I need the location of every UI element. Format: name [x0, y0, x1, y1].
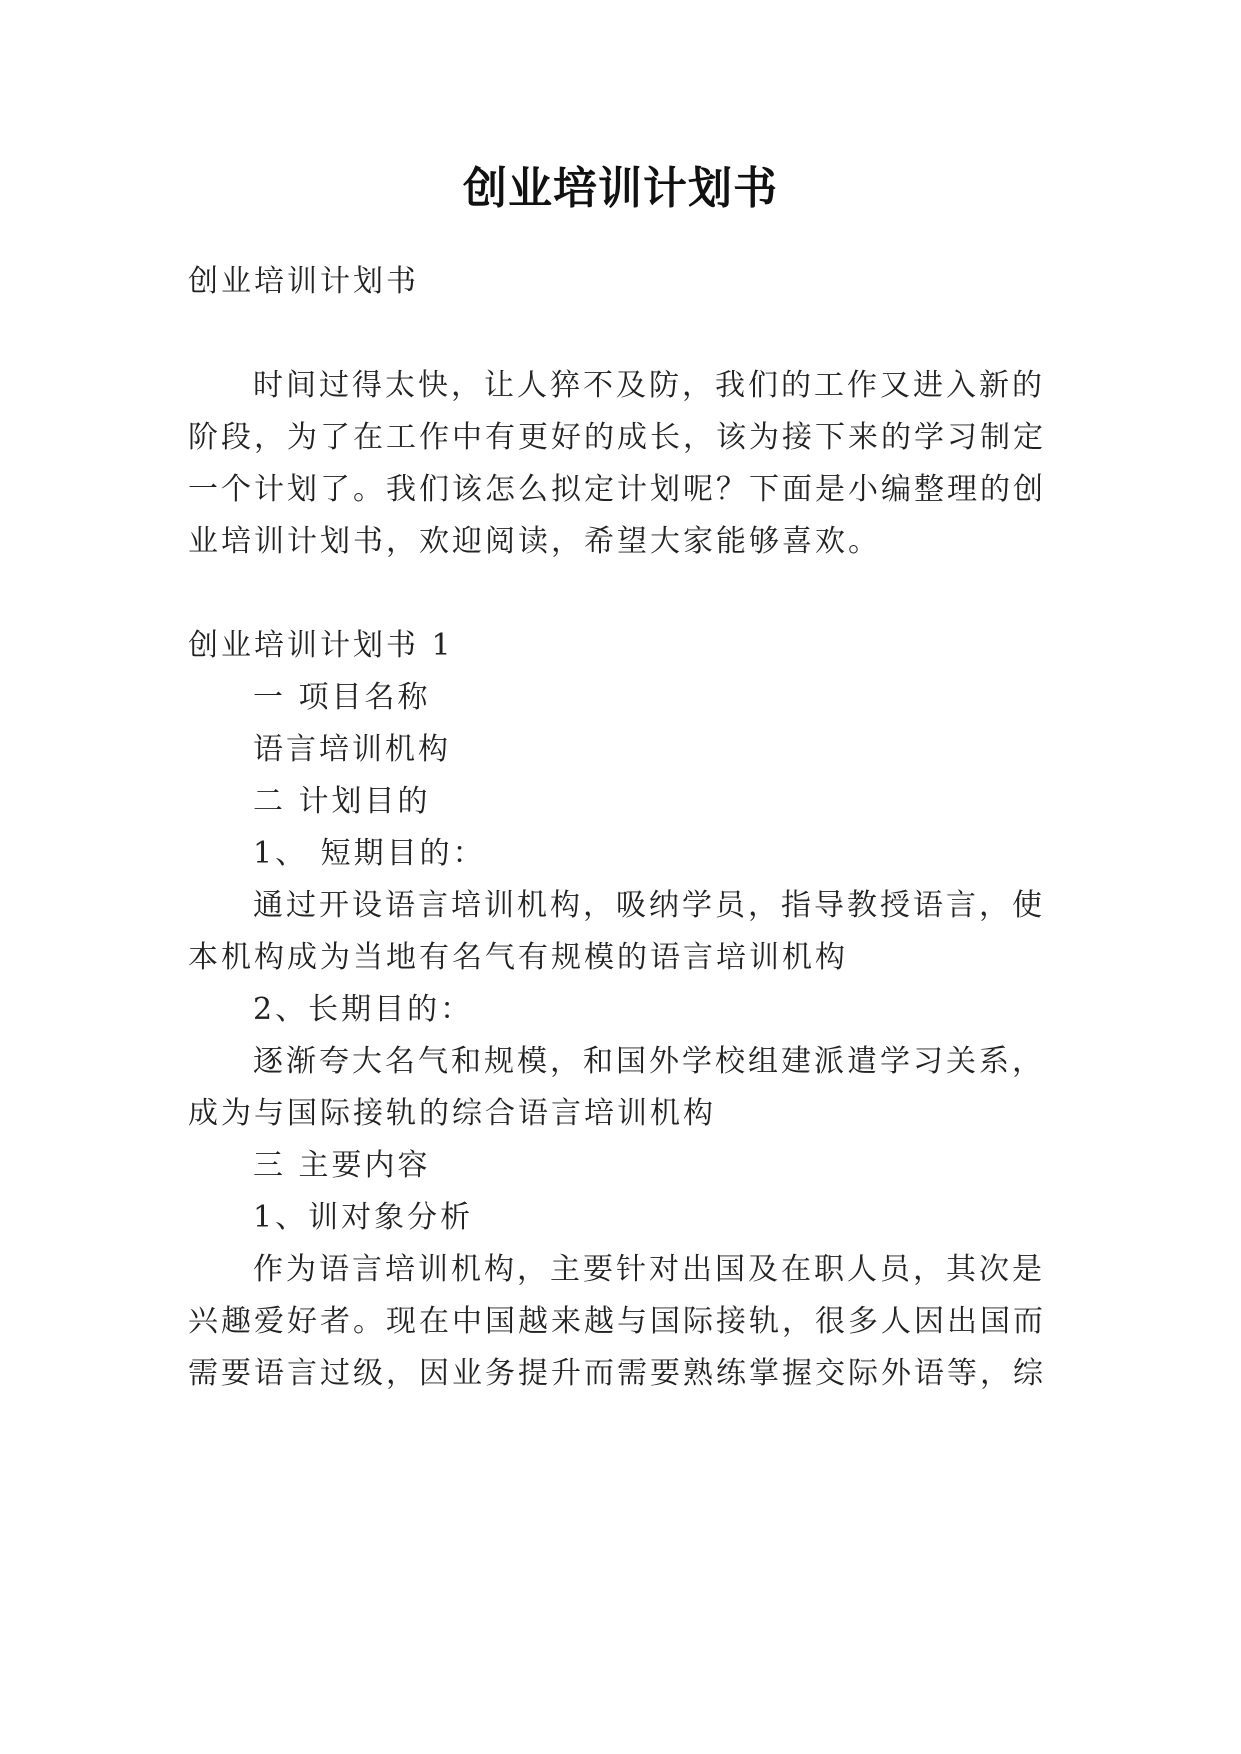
heading-plan-purpose: 二 计划目的 — [253, 784, 431, 819]
intro-line: 业培训计划书，欢迎阅读，希望大家能够喜欢。 — [188, 524, 881, 559]
subheading-short-term: 1、 短期目的： — [253, 836, 486, 871]
intro-line: 时间过得太快，让人猝不及防，我们的工作又进入新的 — [253, 368, 1045, 403]
subheading-long-term: 2、长期目的： — [253, 992, 474, 1027]
body-line: 逐渐夸大名气和规模，和国外学校组建派遣学习关系， — [253, 1044, 1045, 1079]
section-title: 创业培训计划书 1 — [188, 628, 454, 663]
intro-line: 一个计划了。我们该怎么拟定计划呢？下面是小编整理的创 — [188, 472, 1046, 507]
document-title: 创业培训计划书 — [463, 163, 778, 214]
body-line: 通过开设语言培训机构，吸纳学员，指导教授语言，使 — [253, 888, 1045, 923]
heading-project-name: 一 项目名称 — [253, 680, 431, 715]
body-line: 语言培训机构 — [253, 732, 451, 767]
body-line: 兴趣爱好者。现在中国越来越与国际接轨，很多人因出国而 — [188, 1304, 1046, 1339]
subheading-target-analysis: 1、训对象分析 — [253, 1200, 474, 1235]
body-line: 本机构成为当地有名气有规模的语言培训机构 — [188, 940, 848, 975]
document-subtitle: 创业培训计划书 — [188, 264, 419, 299]
body-line: 成为与国际接轨的综合语言培训机构 — [188, 1096, 716, 1131]
body-line: 需要语言过级，因业务提升而需要熟练掌握交际外语等，综 — [188, 1356, 1046, 1391]
body-line: 作为语言培训机构，主要针对出国及在职人员，其次是 — [253, 1252, 1045, 1287]
intro-line: 阶段，为了在工作中有更好的成长，该为接下来的学习制定 — [188, 420, 1046, 455]
heading-main-content: 三 主要内容 — [253, 1148, 431, 1183]
